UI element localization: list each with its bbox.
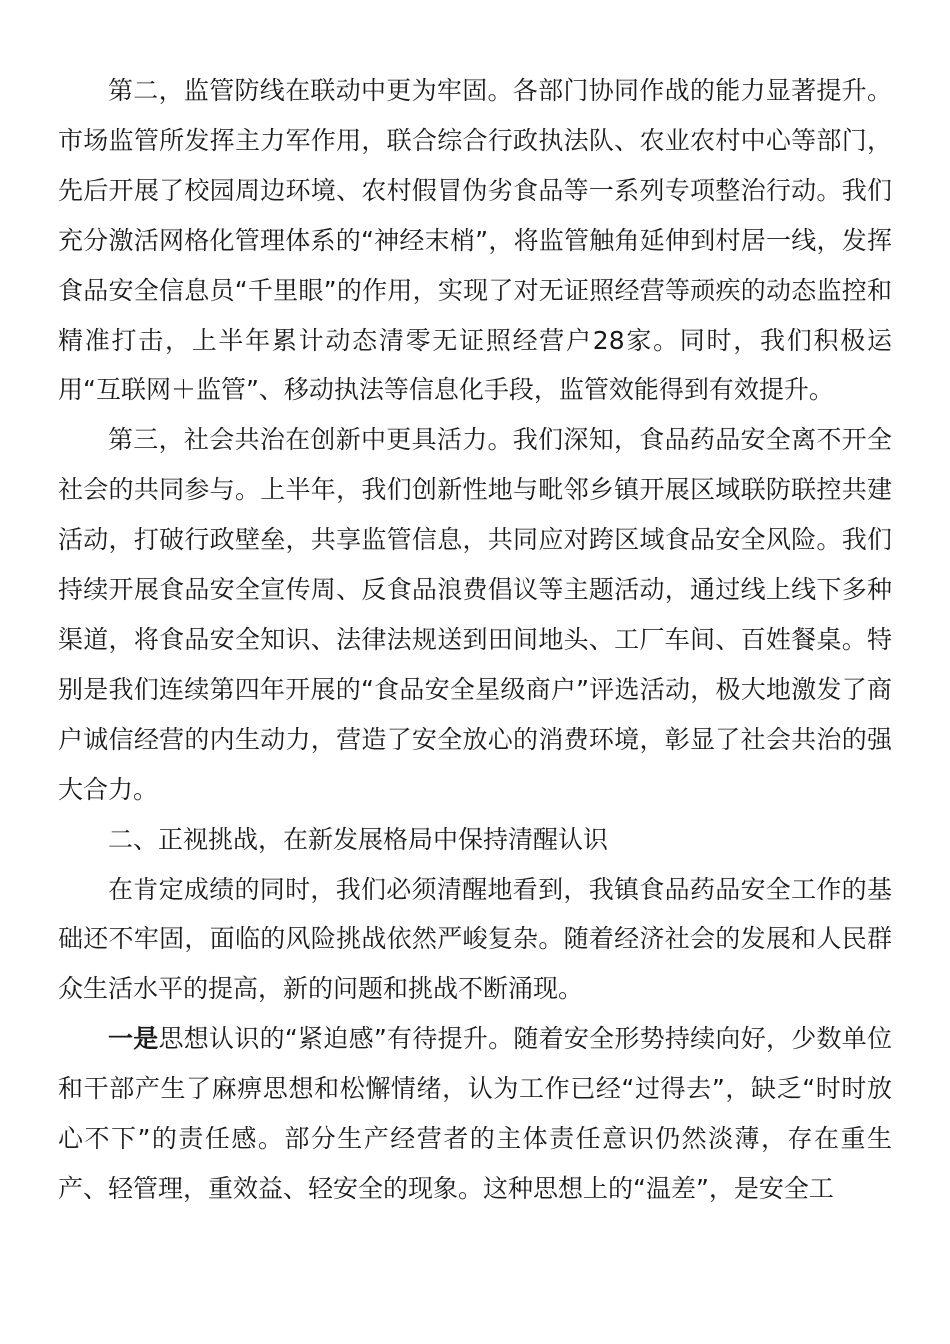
paragraph-urgency-text: 思想认识的“紧迫感”有待提升。随着安全形势持续向好，少数单位和干部产生了麻痹思想和松懈情绪，认为工作已经“过得去”，缺乏“时时放心不下”的责任感。部分生产经营者的主体责任意识仍然淡薄，存在重生产、轻管理，重效益、轻安全的现象。这种思想上的“温差”，是安全工 (58, 1024, 892, 1203)
paragraph-social-co-governance: 第三，社会共治在创新中更具活力。我们深知，食品药品安全离不开全社会的共同参与。上半年，我们创新性地与毗邻乡镇开展区域联防联控共建活动，打破行政壁垒，共享监管信息，共同应对跨区域食品安全风险。我们持续开展食品安全宣传周、反食品浪费倡议等主题活动，通过线上线下多种渠道，将食品安全知识、法律法规送到田间地头、工厂车间、百姓餐桌。特别是我们连续第四年开展的“食品安全星级商户”评选活动，极大地激发了商户诚信经营的内生动力，营造了安全放心的消费环境，彰显了社会共治的强大合力。 (58, 425, 892, 804)
paragraph-supervision-linkage: 第二，监管防线在联动中更为牢固。各部门协同作战的能力显著提升。市场监管所发挥主力军作用，联合综合行政执法队、农业农村中心等部门，先后开展了校园周边环境、农村假冒伪劣食品等一系列专项整治行动。我们充分激活网格化管理体系的“神经末梢”，将监管触角延伸到村居一线，发挥食品安全信息员“千里眼”的作用，实现了对无证照经营等顽疾的动态监控和精准打击，上半年累计动态清零无证照经营户28家。同时，我们积极运用“互联网＋监管”、移动执法等信息化手段，监管效能得到有效提升。 (58, 76, 892, 405)
document-body (58, 66, 892, 1214)
paragraph-lead-term: 一是 (108, 1024, 159, 1054)
section-heading-challenges: 二、正视挑战，在新发展格局中保持清醒认识 (108, 824, 609, 854)
paragraph-challenges-intro: 在肯定成绩的同时，我们必须清醒地看到，我镇食品药品安全工作的基础还不牢固，面临的风险挑战依然严峻复杂。随着经济社会的发展和人民群众生活水平的提高，新的问题和挑战不断涌现。 (58, 874, 892, 1004)
paragraph-urgency (58, 1014, 892, 1214)
